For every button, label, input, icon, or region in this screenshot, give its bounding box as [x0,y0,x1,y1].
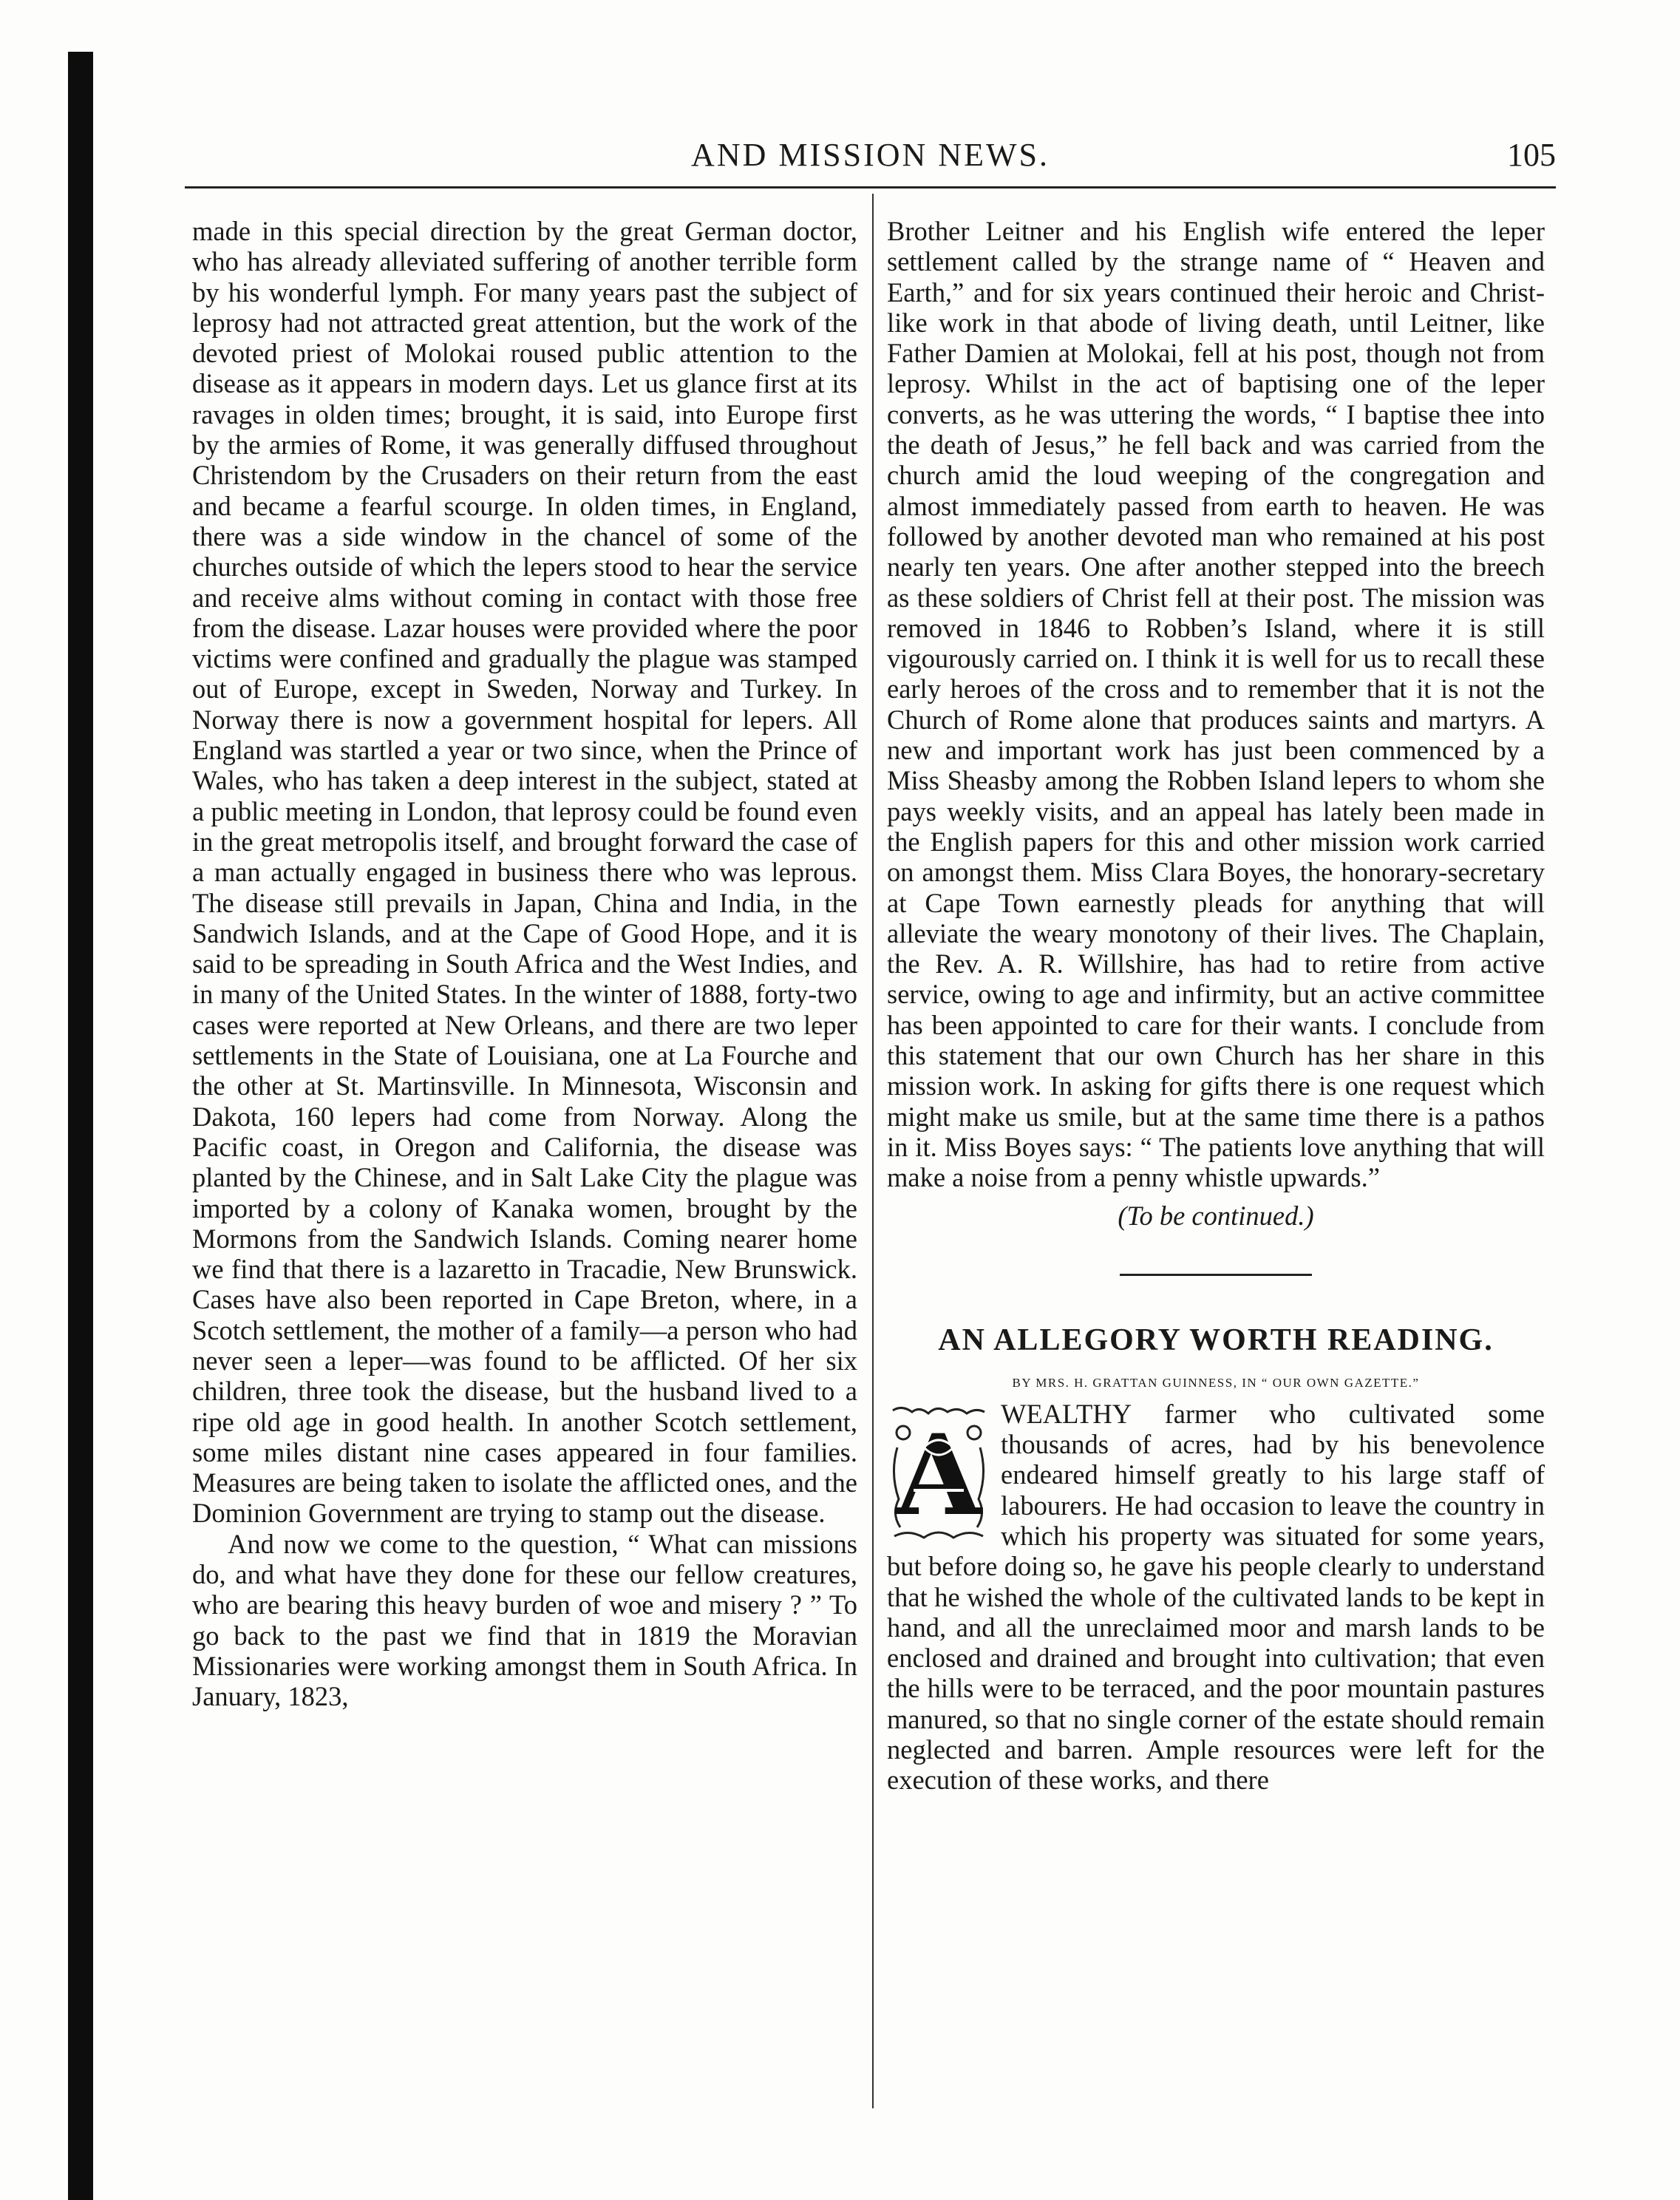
allegory-byline: BY MRS. H. GRATTAN GUINNESS, IN “ OUR OWN GAZETTE.” [1012,1375,1420,1390]
drop-cap-letter: A [895,1410,982,1541]
to-be-continued-note: (To be continued.) [1118,1200,1314,1231]
allegory-section-title: AN ALLEGORY WORTH READING. [938,1323,1494,1357]
page-header [185,133,1556,185]
article-paragraph: And now we come to the question, “ What can missions do, and what have they done for these our fellow creatures, who are bearing this heavy burden of woe and misery ? ” To go back to the past we find that in 1819 the Moravian Missionaries were working amongst them in South Africa. In January, 1823, [192,1528,857,1712]
allegory-text: farmer who cultivated some thousands of acres, had by his benevolence endeared himself greatly to his large staff of labourers. He had occasion to leave the country in which his property was situated for some years, but before doing so, he gave his people clearly to understand that he wished the whole of the cultivated lands to be kept in hand, and all the unreclaimed moor and marsh lands to be enclosed and drained and brought into cultivation; that even the hills were to be terraced, and the poor mountain pastures manured, so that no single corner of the estate should remain neglected and barren. Ample resources were left for the execution of these works, and there [887,1398,1545,1796]
header-rule [185,186,1556,189]
article-paragraph: made in this special direction by the great German doctor, who has already alleviated suffering of another terrible form by his wonderful lymph. For many years past the subject of leprosy had not attracted great attention, but the work of the devoted priest of Molokai roused public attention to the disease as it appears in modern days. Let us glance first at its ravages in olden times; brought, it is said, into Europe first by the armies of Rome, it was generally diffused throughout Christendom by the Crusaders on their return from the east and became a fearful scourge. In olden times, in England, there was a side window in the chancel of some of the churches outside of which the lepers stood to hear the service and receive alms without coming in contact with those free from the disease. Lazar houses were provided where the poor victims were confined and gradually the plague was stamped out of Europe, except in Sweden, Norway and Turkey. In Norway there is now a government hospital for lepers. All England was startled a year or two since, when the Prince of Wales, who has taken a deep interest in the subject, stated at a public meeting in London, that leprosy could be found even in the great metropolis itself, and brought forward the case of a man actually engaged in business there who was leprous. The disease still prevails in Japan, China and India, in the Sandwich Islands, and at the Cape of Good Hope, and it is said to be spreading in South Africa and the West Indies, and in many of the United States. In the winter of 1888, forty-two cases were reported at New Orleans, and there are two leper settlements in the State of Louisiana, one at La Fourche and the other at St. Martinsville. In Minnesota, Wisconsin and Dakota, 160 lepers had come from Norway. Along the Pacific coast, in Oregon and California, the disease was planted by the Chinese, and in Salt Lake City the plague was imported by a colony of Kanaka women, brought by the Mormons from the Sandwich Islands. Coming nearer home we find that there is a lazaretto in Tracadie, New Brunswick. Cases have also been reported in Cape Breton, where, in a Scotch settlement, the mother of a family—a person who had never seen a leper—was found to be afflicted. Of her six children, three took the disease, but the husband lived to a ripe old age in good health. In another Scotch settlement, some miles distant nine cases appeared in four families. Measures are being taken to isolate the afflicted ones, and the Dominion Government are trying to stamp out the disease. [192,216,857,1529]
left-column [192,216,857,1712]
section-divider-rule [1120,1274,1312,1276]
running-title: AND MISSION NEWS. [691,137,1050,173]
page-binding-edge [68,52,93,2200]
right-column [887,216,1545,1796]
column-divider [872,194,874,2108]
article-paragraph: Brother Leitner and his English wife entered the leper settlement called by the strange name of “ Heaven and Earth,” and for six years continued their heroic and Christ-like work in that abode of living death, until Leitner, like Father Damien at Molokai, fell at his post, though not from leprosy. Whilst in the act of baptising one of the leper converts, as he was uttering the words, “ I baptise thee into the death of Jesus,” he fell back and was carried from the church amid the loud weeping of the congregation and almost immediately passed from earth to heaven. He was followed by another devoted man who remained at his post nearly ten years. One after another stepped into the breech as these soldiers of Christ fell at their post. The mission was removed in 1846 to Robben’s Island, where it is still vigourously carried on. I think it is well for us to recall these early heroes of the cross and to remember that it is not the Church of Rome alone that produces saints and martyrs. A new and important work has just been commenced by a Miss Sheasby among the Robben Island lepers to whom she pays weekly visits, and an appeal has lately been made in the English papers for this and other mission work carried on amongst them. Miss Clara Boyes, the honorary-secretary at Cape Town earnestly pleads for anything that will alleviate the weary monotony of their lives. The Chaplain, the Rev. A. R. Willshire, has had to retire from active service, owing to age and infirmity, but an active committee has been appointed to care for their wants. I conclude from this statement that our own Church has her share in this mission work. In asking for gifts there is one request which might make us smile, but at the same time there is a pathos in it. Miss Boyes says: “ The patients love anything that will make a noise from a penny whistle upwards.” [887,216,1545,1193]
allegory-paragraph [887,1399,1545,1796]
ornamental-drop-cap-icon [887,1403,990,1544]
page-number: 105 [1507,137,1556,173]
allegory-lead-word: WEALTHY [1001,1398,1132,1429]
